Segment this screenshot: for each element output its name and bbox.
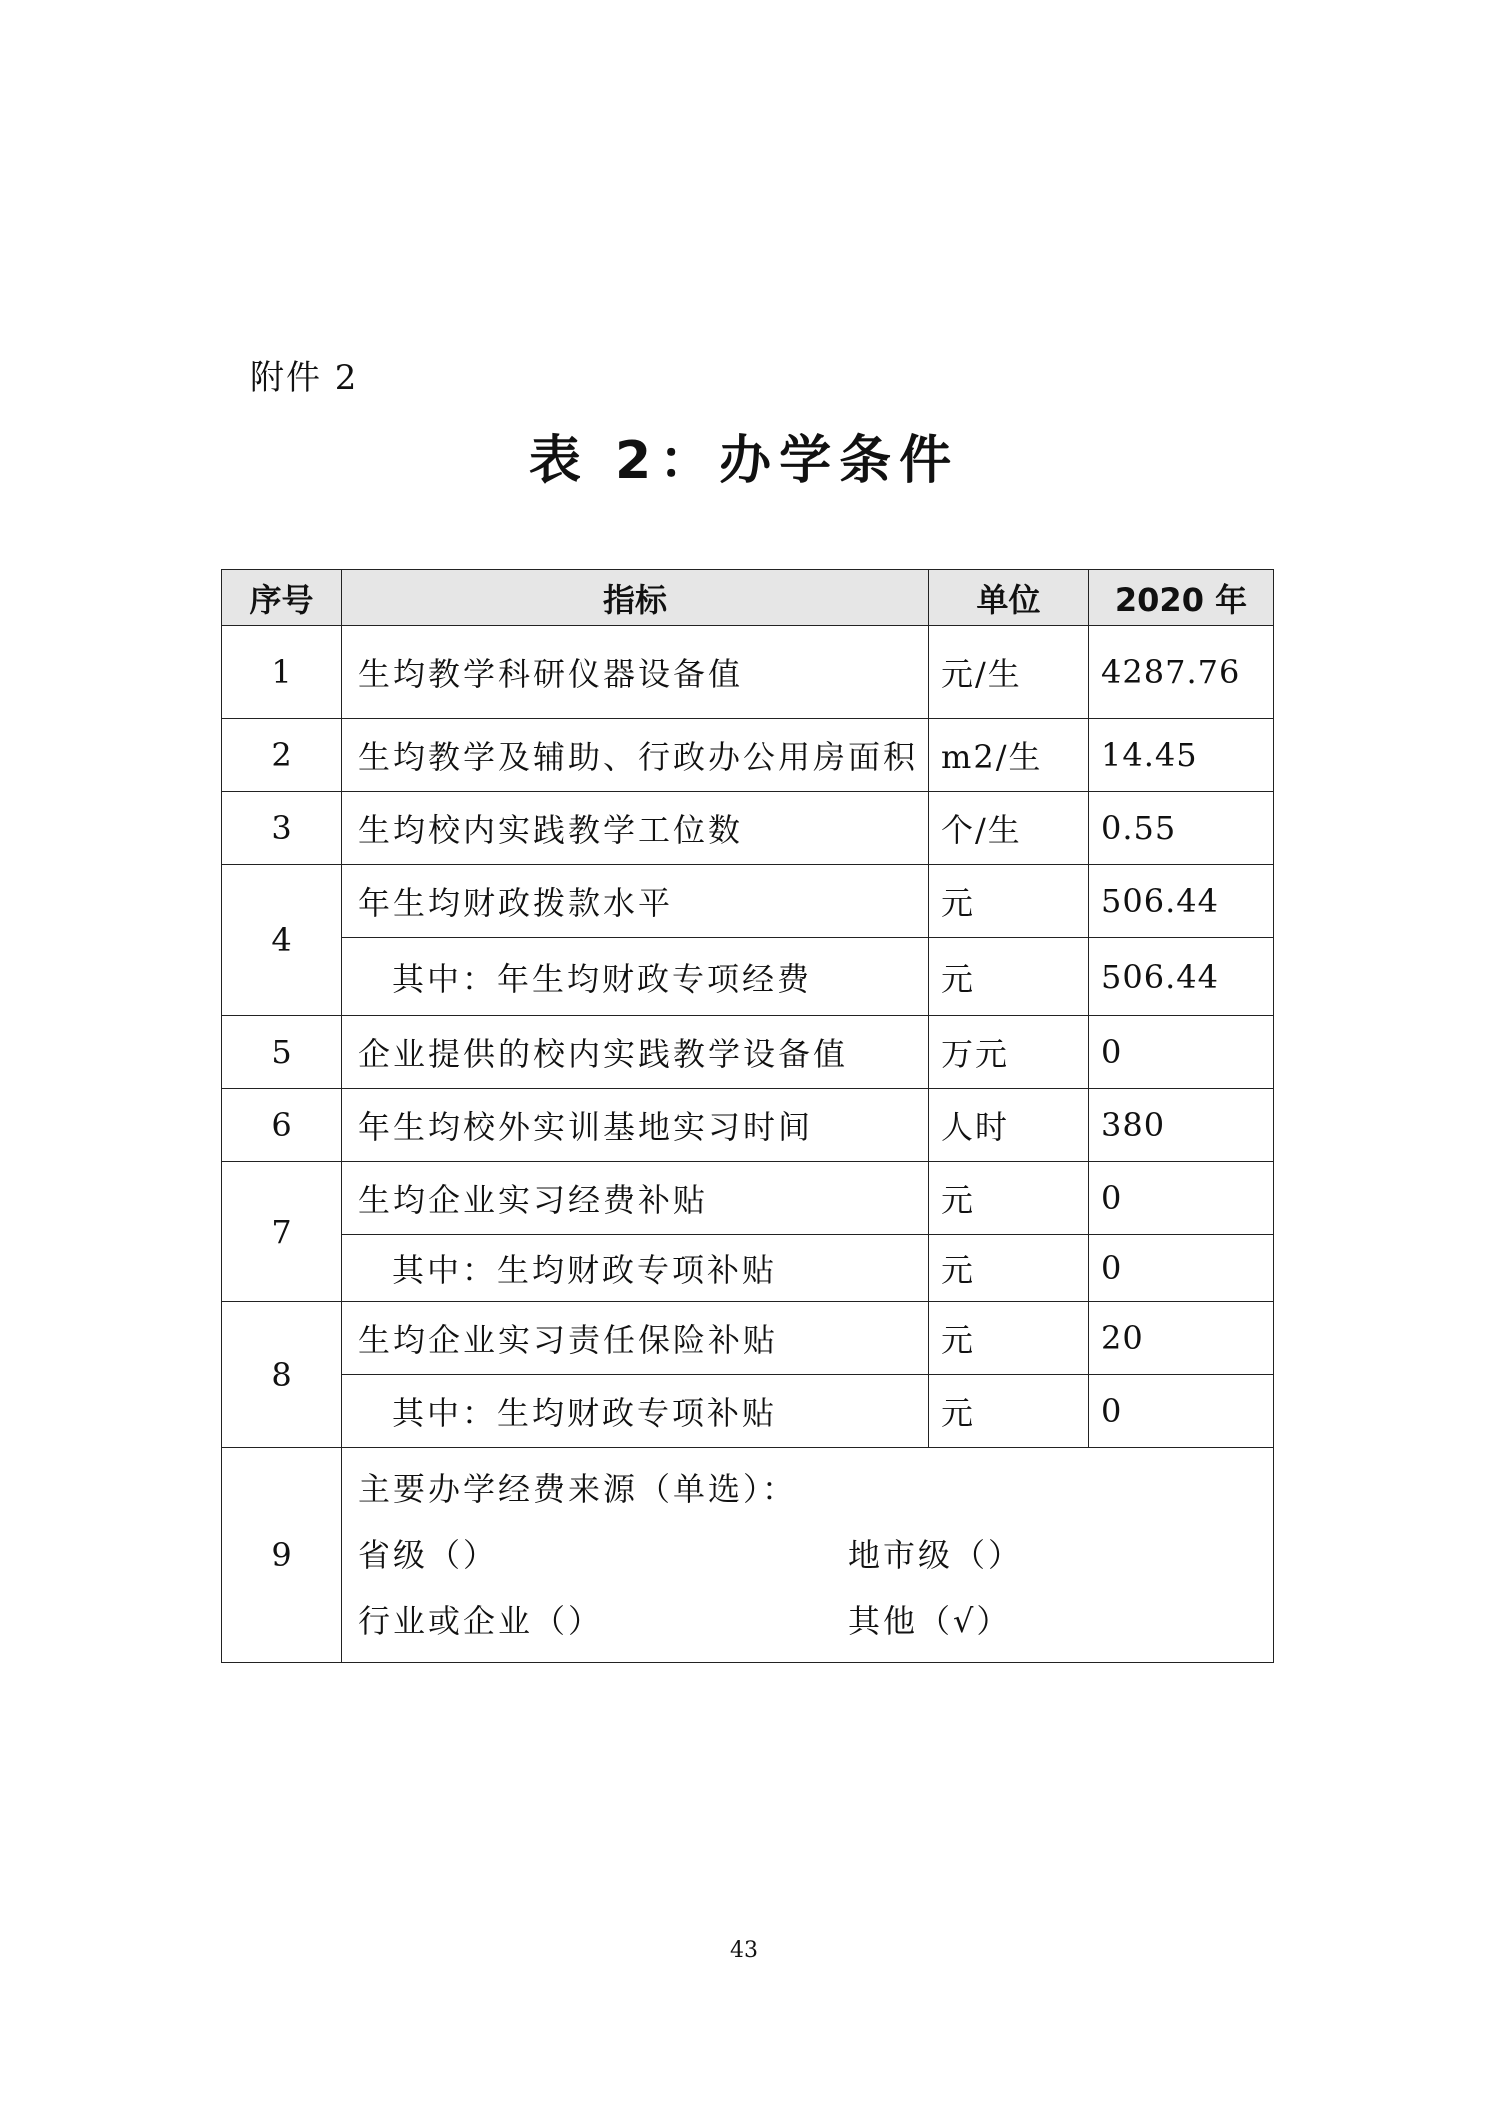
funding-question: 主要办学经费来源（单选）：	[358, 1470, 798, 1508]
row-seq: 1	[222, 626, 342, 719]
row-value: 14.45	[1089, 719, 1274, 792]
row-unit: m2/生	[929, 719, 1089, 792]
table-header-row	[222, 570, 1274, 626]
funding-options-line	[358, 1522, 1273, 1588]
row-indicator: 生均教学科研仪器设备值	[342, 626, 929, 719]
row-value: 0	[1089, 1162, 1274, 1235]
row-unit: 元/生	[929, 626, 1089, 719]
row-value: 4287.76	[1089, 626, 1274, 719]
row-seq: 8	[222, 1302, 342, 1448]
row-value: 0.55	[1089, 792, 1274, 865]
row-unit: 元	[929, 865, 1089, 938]
subrow-value: 0	[1089, 1375, 1274, 1448]
table-row	[222, 1016, 1274, 1089]
subrow-unit: 元	[929, 1235, 1089, 1302]
page-number: 43	[730, 1938, 758, 1963]
row-unit: 万元	[929, 1016, 1089, 1089]
row-seq: 5	[222, 1016, 342, 1089]
row-value: 380	[1089, 1089, 1274, 1162]
attachment-label: 附件 2	[250, 358, 359, 398]
header-unit: 单位	[929, 570, 1089, 626]
table-subrow	[222, 1235, 1274, 1302]
header-indicator: 指标	[342, 570, 929, 626]
row-indicator: 生均教学及辅助、行政办公用房面积	[342, 719, 929, 792]
table-row	[222, 1089, 1274, 1162]
row-unit: 元	[929, 1162, 1089, 1235]
header-year: 2020 年	[1089, 570, 1274, 626]
table-row	[222, 626, 1274, 719]
row-indicator: 年生均财政拨款水平	[342, 865, 929, 938]
table-row	[222, 865, 1274, 938]
page-title: 表 2：办学条件	[528, 431, 960, 491]
row-value: 20	[1089, 1302, 1274, 1375]
row-indicator: 年生均校外实训基地实习时间	[342, 1089, 929, 1162]
row-unit: 元	[929, 1302, 1089, 1375]
funding-options-line	[358, 1588, 1273, 1654]
subrow-value: 506.44	[1089, 938, 1274, 1016]
row-seq: 7	[222, 1162, 342, 1302]
subrow-value: 0	[1089, 1235, 1274, 1302]
row-seq: 4	[222, 865, 342, 1016]
table-row	[222, 1162, 1274, 1235]
funding-option-city: 地市级（）	[848, 1536, 1024, 1574]
header-seq: 序号	[222, 570, 342, 626]
row-seq: 9	[222, 1448, 342, 1663]
funding-option-industry: 行业或企业（）	[358, 1602, 604, 1640]
row-indicator: 生均企业实习经费补贴	[342, 1162, 929, 1235]
subrow-unit: 元	[929, 1375, 1089, 1448]
row-seq: 6	[222, 1089, 342, 1162]
subrow-unit: 元	[929, 938, 1089, 1016]
funding-question-line	[358, 1456, 1273, 1522]
table-subrow	[222, 1375, 1274, 1448]
subrow-indicator: 其中：年生均财政专项经费	[342, 938, 929, 1016]
row-unit: 个/生	[929, 792, 1089, 865]
row-seq: 3	[222, 792, 342, 865]
row-indicator: 生均企业实习责任保险补贴	[342, 1302, 929, 1375]
conditions-table	[221, 569, 1274, 1663]
table-subrow	[222, 938, 1274, 1016]
table-row	[222, 792, 1274, 865]
table-row	[222, 719, 1274, 792]
subrow-indicator: 其中：生均财政专项补贴	[342, 1375, 929, 1448]
table-row-funding	[222, 1448, 1274, 1663]
funding-option-other: 其他（√）	[848, 1602, 1012, 1640]
funding-source-cell	[342, 1448, 1274, 1663]
row-value: 0	[1089, 1016, 1274, 1089]
table-row	[222, 1302, 1274, 1375]
row-seq: 2	[222, 719, 342, 792]
row-unit: 人时	[929, 1089, 1089, 1162]
row-indicator: 企业提供的校内实践教学设备值	[342, 1016, 929, 1089]
row-value: 506.44	[1089, 865, 1274, 938]
funding-option-province: 省级（）	[358, 1536, 499, 1574]
row-indicator: 生均校内实践教学工位数	[342, 792, 929, 865]
subrow-indicator: 其中：生均财政专项补贴	[342, 1235, 929, 1302]
